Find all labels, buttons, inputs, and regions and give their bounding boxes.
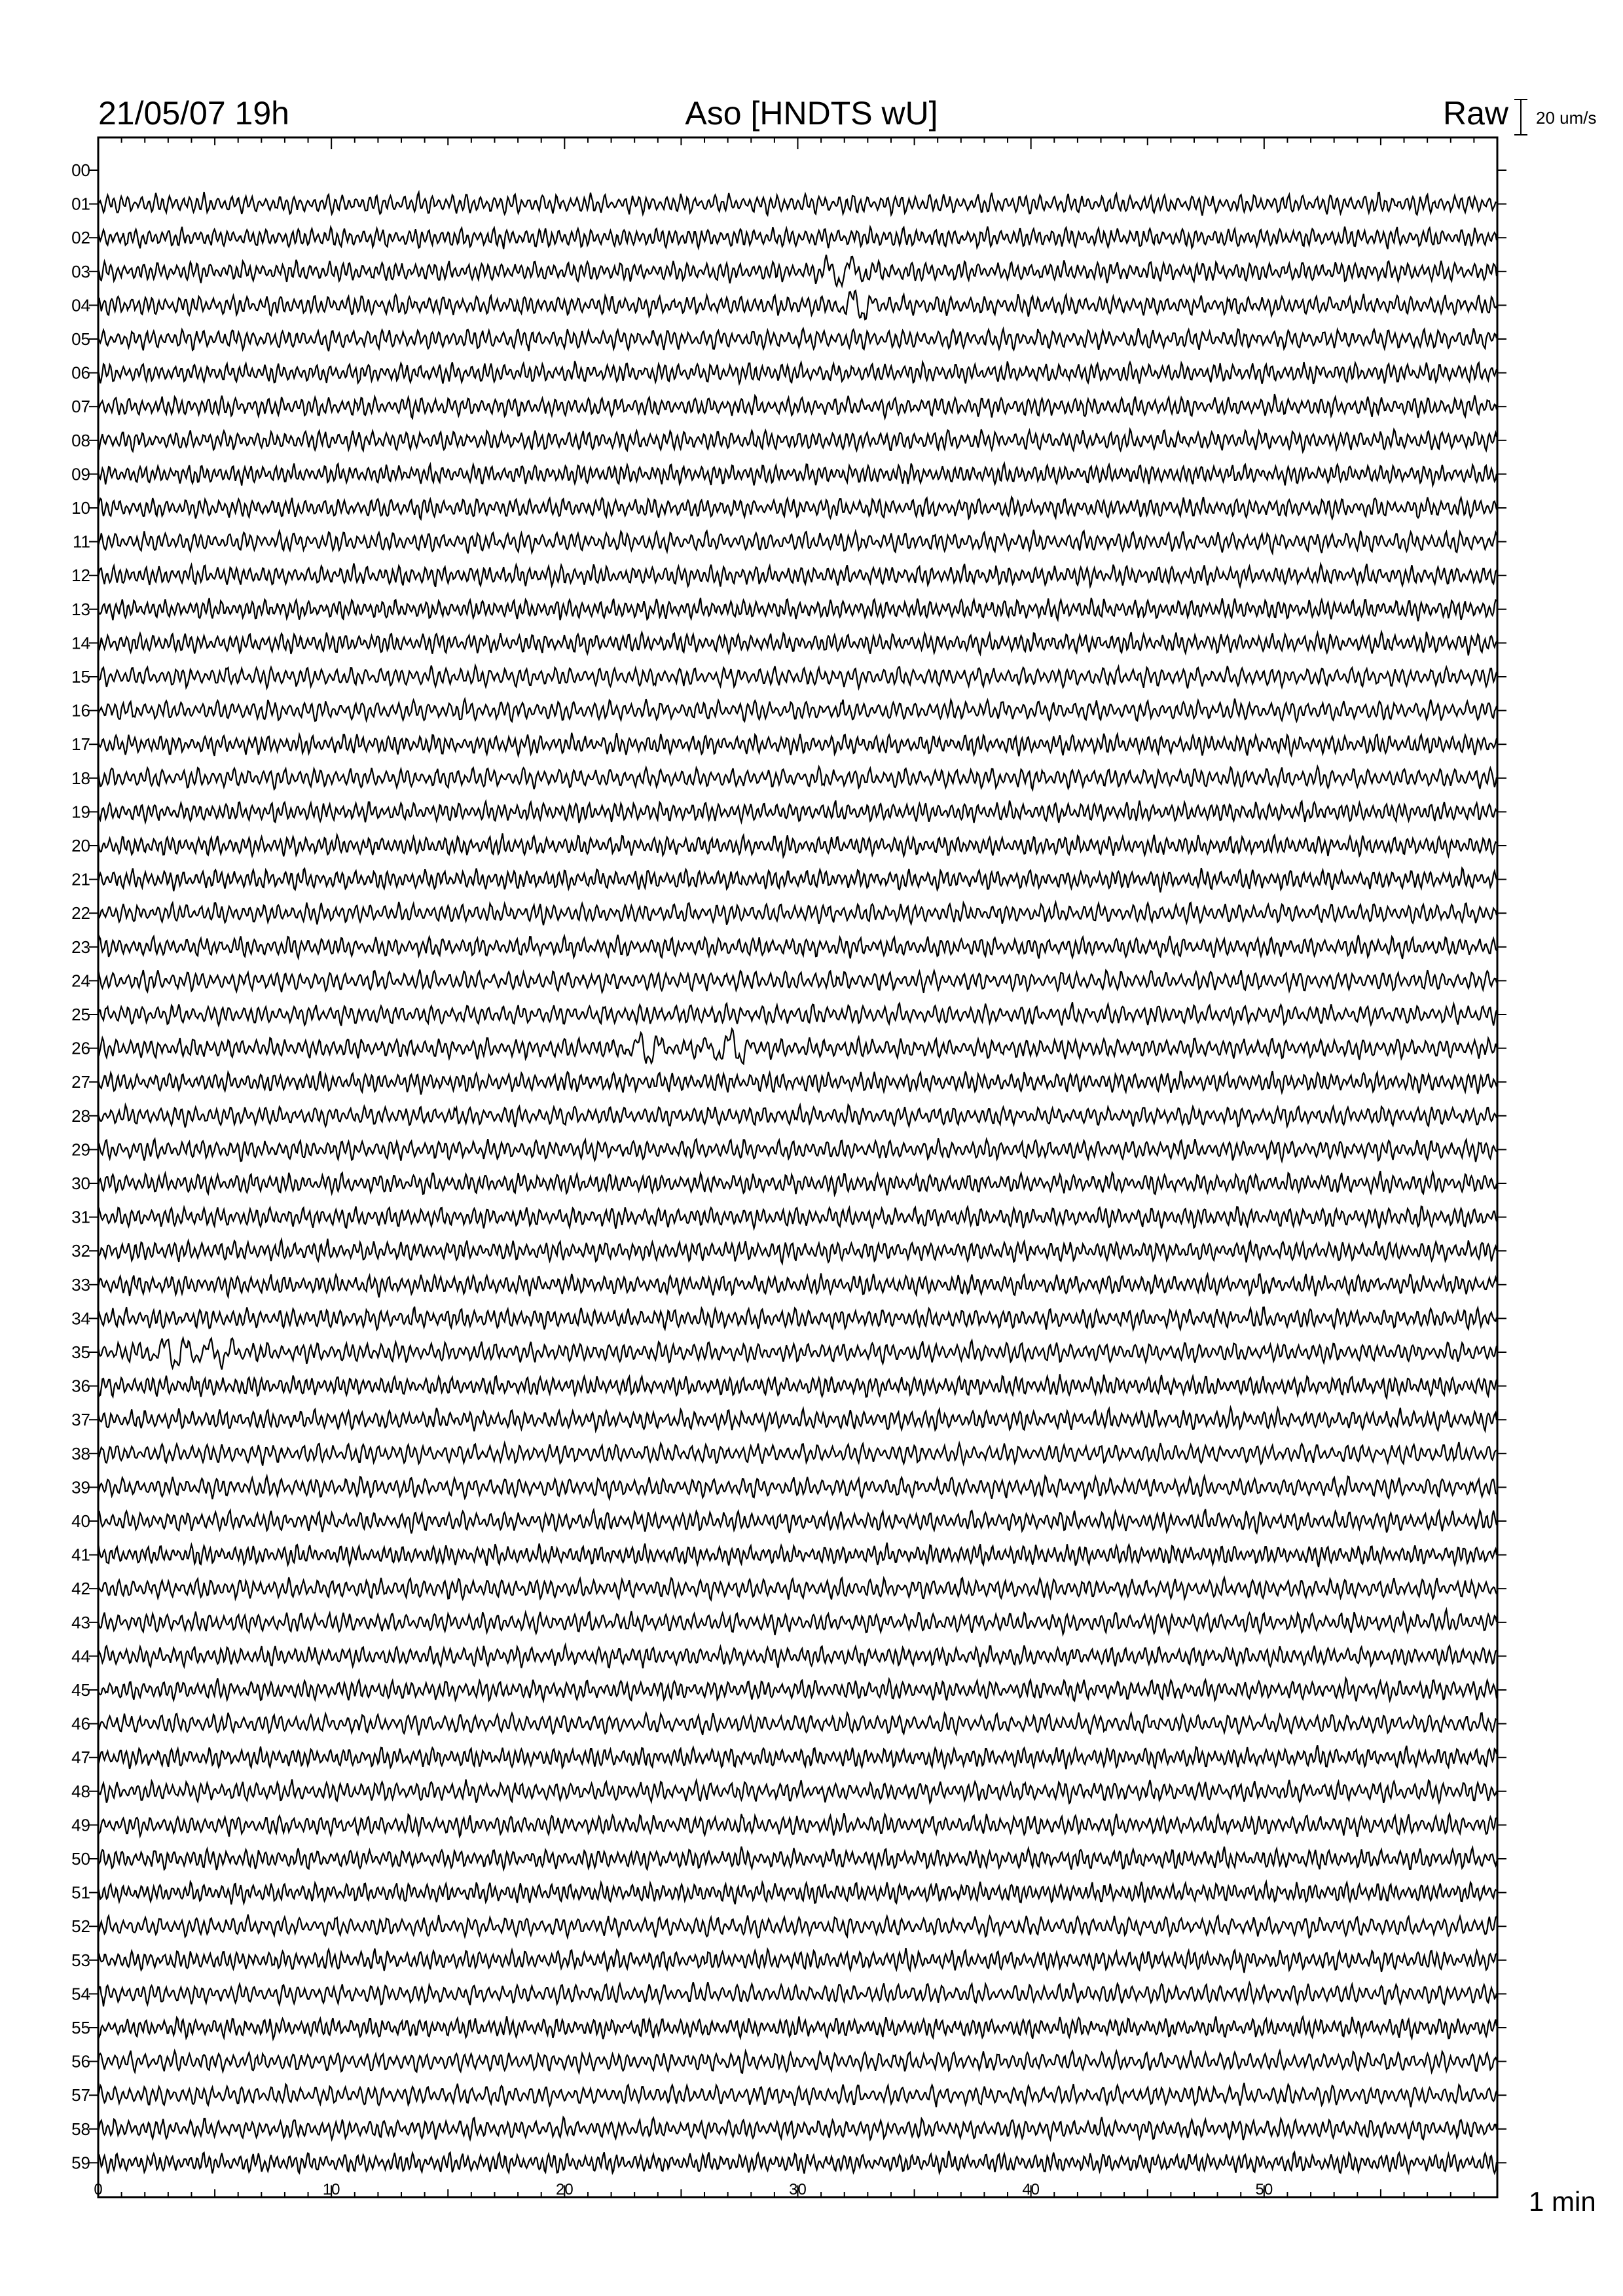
trace-row-51 — [98, 1882, 1497, 1905]
row-label-10: 10 — [71, 498, 90, 518]
row-label-46: 46 — [71, 1713, 90, 1734]
x-tick-label-0: 0 — [94, 2181, 103, 2198]
trace-row-37 — [98, 1408, 1497, 1431]
trace-row-33 — [98, 1274, 1497, 1298]
trace-row-58 — [98, 2117, 1497, 2140]
row-label-44: 44 — [71, 1646, 90, 1666]
row-label-28: 28 — [71, 1105, 90, 1126]
trace-row-22 — [98, 902, 1497, 925]
row-label-09: 09 — [71, 464, 90, 484]
scale-bar-label: 20 um/s — [1536, 108, 1597, 128]
row-label-11: 11 — [73, 531, 90, 552]
trace-row-12 — [98, 564, 1497, 587]
trace-row-10 — [98, 497, 1497, 519]
trace-row-35 — [98, 1338, 1497, 1370]
trace-row-30 — [98, 1171, 1497, 1195]
scale-bar — [1514, 99, 1527, 135]
row-label-42: 42 — [71, 1579, 90, 1599]
row-label-30: 30 — [71, 1174, 90, 1193]
row-label-54: 54 — [71, 1984, 90, 2004]
trace-row-46 — [98, 1713, 1497, 1736]
row-label-47: 47 — [71, 1748, 90, 1768]
row-label-38: 38 — [71, 1443, 90, 1463]
trace-row-57 — [98, 2083, 1497, 2107]
trace-row-36 — [98, 1374, 1497, 1398]
row-label-34: 34 — [71, 1308, 90, 1329]
trace-row-48 — [98, 1780, 1497, 1804]
trace-row-21 — [98, 868, 1497, 892]
row-label-51: 51 — [71, 1882, 90, 1903]
row-label-32: 32 — [71, 1241, 90, 1261]
row-label-24: 24 — [71, 971, 90, 991]
row-label-33: 33 — [71, 1274, 90, 1295]
trace-row-43 — [98, 1609, 1497, 1635]
trace-row-20 — [98, 833, 1497, 856]
station-title: Aso [HNDTS wU] — [685, 95, 938, 132]
row-label-58: 58 — [71, 2119, 90, 2139]
trace-row-31 — [98, 1206, 1497, 1229]
trace-row-32 — [98, 1239, 1497, 1263]
mode-label: Raw — [1442, 95, 1508, 132]
date-hour-label: 21/05/07 19h — [98, 95, 289, 132]
trace-row-26 — [98, 1029, 1497, 1064]
trace-row-25 — [98, 1002, 1497, 1026]
trace-row-55 — [98, 2016, 1497, 2039]
trace-row-08 — [98, 429, 1497, 452]
row-label-03: 03 — [71, 261, 90, 281]
row-label-27: 27 — [71, 1072, 90, 1092]
trace-row-28 — [98, 1105, 1497, 1127]
row-label-08: 08 — [71, 430, 90, 450]
traces — [98, 192, 1497, 2174]
trace-row-56 — [98, 2051, 1497, 2073]
row-label-48: 48 — [71, 1781, 90, 1801]
trace-row-45 — [98, 1678, 1497, 1701]
trace-row-19 — [98, 800, 1497, 823]
trace-row-02 — [98, 226, 1497, 249]
row-label-57: 57 — [71, 2085, 90, 2106]
trace-row-40 — [98, 1509, 1497, 1534]
trace-row-29 — [98, 1138, 1497, 1162]
trace-row-07 — [98, 394, 1497, 418]
trace-row-41 — [98, 1543, 1497, 1567]
trace-row-50 — [98, 1846, 1497, 1870]
trace-row-03 — [98, 255, 1497, 286]
trace-row-17 — [98, 733, 1497, 757]
trace-row-53 — [98, 1948, 1497, 1973]
x-tick-label-50: 50 — [1255, 2181, 1273, 2198]
row-label-53: 53 — [71, 1950, 90, 1970]
trace-row-16 — [98, 699, 1497, 722]
row-label-45: 45 — [71, 1680, 90, 1700]
trace-row-05 — [98, 328, 1497, 351]
row-label-59: 59 — [71, 2153, 90, 2173]
row-label-55: 55 — [71, 2018, 90, 2037]
trace-row-52 — [98, 1914, 1497, 1937]
row-label-43: 43 — [71, 1612, 90, 1632]
row-label-02: 02 — [71, 228, 90, 248]
x-tick-labels — [94, 2181, 1273, 2198]
trace-row-39 — [98, 1476, 1497, 1499]
row-label-21: 21 — [71, 869, 90, 889]
time-axis-unit: 1 min — [1529, 2186, 1596, 2217]
row-label-49: 49 — [71, 1815, 90, 1835]
row-label-56: 56 — [71, 2051, 90, 2072]
row-label-06: 06 — [71, 363, 90, 383]
trace-row-18 — [98, 766, 1497, 789]
row-label-23: 23 — [71, 937, 90, 957]
row-labels — [71, 160, 90, 2172]
trace-row-27 — [98, 1071, 1497, 1094]
trace-row-59 — [98, 2151, 1497, 2174]
trace-row-11 — [98, 530, 1497, 554]
trace-row-09 — [98, 463, 1497, 486]
trace-row-04 — [98, 291, 1497, 319]
row-label-52: 52 — [71, 1916, 90, 1937]
row-label-12: 12 — [71, 565, 90, 586]
row-label-04: 04 — [71, 295, 90, 315]
row-label-05: 05 — [71, 329, 90, 349]
trace-row-44 — [98, 1645, 1497, 1668]
x-tick-label-20: 20 — [555, 2181, 574, 2198]
row-label-13: 13 — [71, 599, 90, 619]
trace-row-49 — [98, 1813, 1497, 1837]
x-tick-label-30: 30 — [789, 2181, 807, 2198]
trace-row-14 — [98, 632, 1497, 655]
trace-row-01 — [98, 192, 1497, 215]
row-label-00: 00 — [71, 160, 90, 180]
row-label-01: 01 — [71, 194, 90, 214]
x-tick-label-40: 40 — [1022, 2181, 1040, 2198]
row-label-22: 22 — [71, 903, 90, 924]
row-label-39: 39 — [71, 1477, 90, 1498]
trace-row-34 — [98, 1307, 1497, 1330]
row-label-40: 40 — [71, 1511, 90, 1531]
trace-row-24 — [98, 970, 1497, 993]
trace-row-42 — [98, 1577, 1497, 1600]
trace-row-47 — [98, 1745, 1497, 1769]
row-label-19: 19 — [71, 802, 90, 822]
trace-row-15 — [98, 666, 1497, 689]
row-label-50: 50 — [71, 1849, 90, 1869]
trace-row-23 — [98, 935, 1497, 959]
row-label-18: 18 — [71, 768, 90, 788]
row-label-31: 31 — [71, 1207, 90, 1227]
row-label-35: 35 — [71, 1342, 90, 1362]
row-label-17: 17 — [71, 734, 90, 755]
row-label-20: 20 — [71, 836, 90, 855]
row-label-25: 25 — [71, 1005, 90, 1024]
trace-row-54 — [98, 1982, 1497, 2006]
trace-row-38 — [98, 1442, 1497, 1465]
row-label-36: 36 — [71, 1376, 90, 1396]
trace-row-06 — [98, 361, 1497, 384]
row-label-41: 41 — [71, 1545, 90, 1565]
row-label-14: 14 — [71, 633, 90, 653]
row-label-07: 07 — [71, 397, 90, 417]
row-label-29: 29 — [71, 1139, 90, 1160]
row-label-26: 26 — [71, 1038, 90, 1058]
trace-row-13 — [98, 598, 1497, 622]
row-label-37: 37 — [71, 1410, 90, 1430]
row-label-15: 15 — [71, 667, 90, 687]
row-label-16: 16 — [71, 700, 90, 721]
x-tick-label-10: 10 — [322, 2181, 340, 2198]
